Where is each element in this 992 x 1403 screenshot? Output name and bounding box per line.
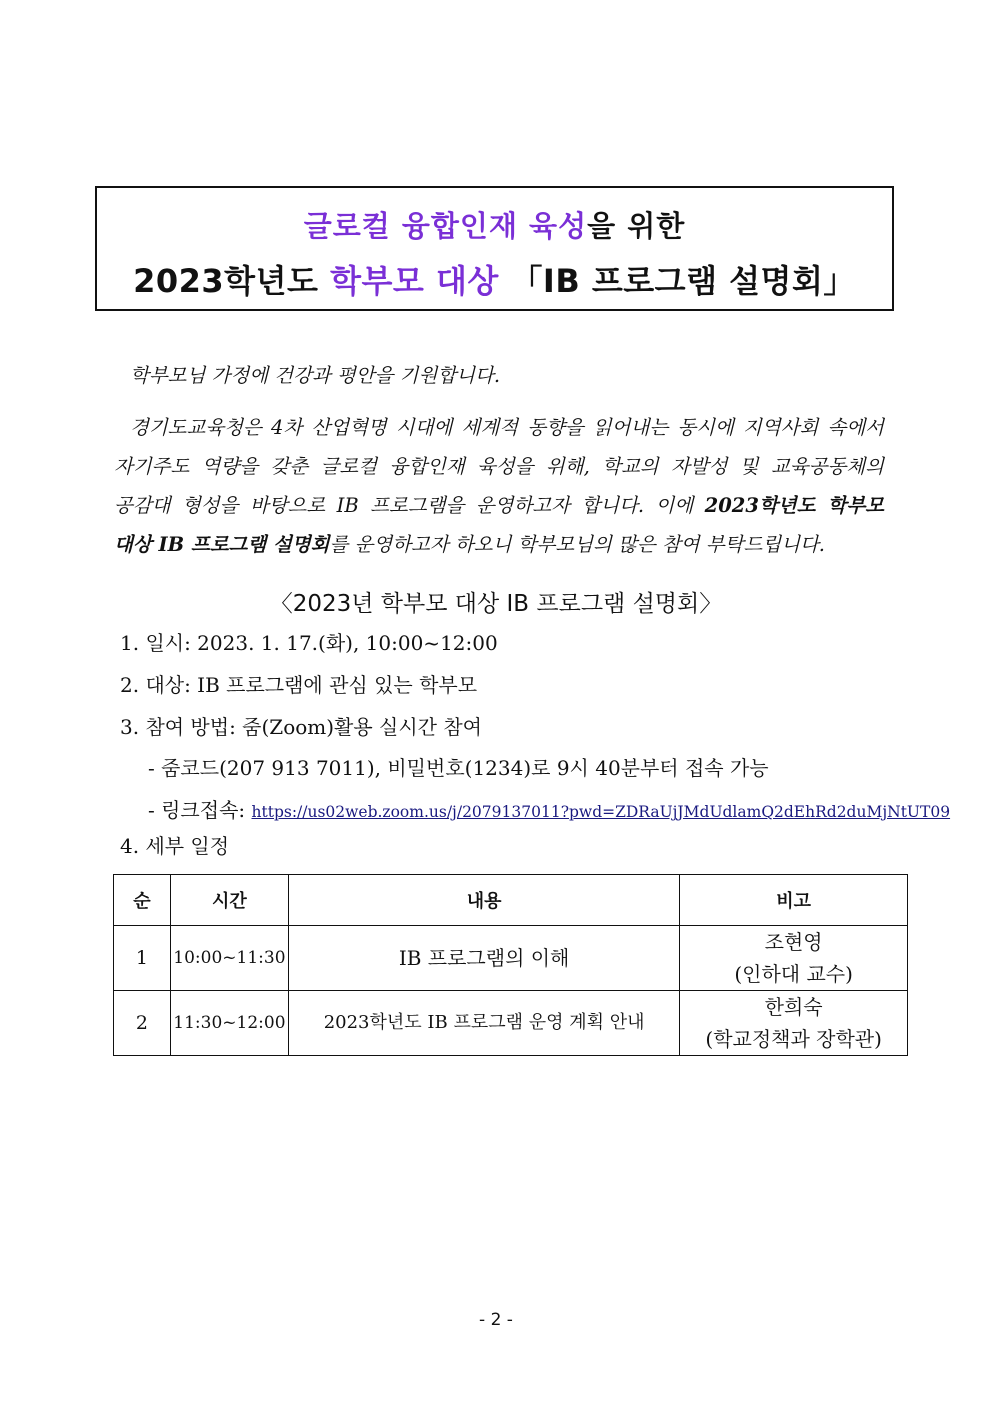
intro-line-3-bold: 2023학년도 학부모 [704, 494, 884, 517]
intro-line-1: 경기도교육청은 4차 산업혁명 시대에 세계적 동향을 읽어내는 동시에 지역사회 속에서 [130, 416, 884, 439]
row-time: 10:00~11:30 [170, 926, 288, 991]
intro-line-3 [114, 486, 884, 525]
note-role: (학교정책과 장학관) [705, 1027, 882, 1051]
header-note: 비고 [680, 875, 908, 926]
row-content: IB 프로그램의 이해 [288, 926, 679, 991]
section-title: 〈2023년 학부모 대상 IB 프로그램 설명회〉 [269, 591, 723, 617]
item-target: 2. 대상: IB 프로그램에 관심 있는 학부모 [120, 673, 478, 697]
title-year: 2023학년도 [133, 262, 331, 300]
title-line-2-rest: 「IB 프로그램 설명회」 [498, 262, 856, 300]
header-time: 시간 [170, 875, 288, 926]
note-name: 한희숙 [764, 995, 823, 1019]
row-note [680, 991, 908, 1056]
zoom-link[interactable]: https://us02web.zoom.us/j/2079137011?pwd=ZDRaUjJMdUdlamQ2dEhRd2duMjNtUT09 [251, 803, 951, 821]
header-no: 순 [114, 875, 171, 926]
intro-line-4 [114, 525, 884, 564]
title-box [95, 186, 894, 311]
intro-line-3-text: 공감대 형성을 바탕으로 IB 프로그램을 운영하고자 합니다. 이에 [114, 494, 705, 517]
table-header-row [114, 875, 908, 926]
row-no: 2 [114, 991, 171, 1056]
title-line-2 [97, 256, 892, 302]
schedule-table [113, 874, 908, 1056]
link-line [148, 794, 950, 823]
header-content: 내용 [288, 875, 679, 926]
item-date: 1. 일시: 2023. 1. 17.(화), 10:00~12:00 [120, 631, 498, 655]
link-label: - 링크접속: [148, 798, 252, 822]
row-note [680, 926, 908, 991]
intro-line-4-bold: 대상 IB 프로그램 설명회 [114, 533, 330, 556]
intro-paragraph [114, 408, 884, 564]
row-content: 2023학년도 IB 프로그램 운영 계획 안내 [288, 991, 679, 1056]
intro-line-4-text: 를 운영하고자 하오니 학부모님의 많은 참여 부탁드립니다. [329, 533, 825, 556]
title-line-1-rest: 을 위한 [587, 209, 686, 243]
row-no: 1 [114, 926, 171, 991]
title-highlight-2: 학부모 대상 [330, 262, 499, 300]
table-row [114, 991, 908, 1056]
item-method: 3. 참여 방법: 줌(Zoom)활용 실시간 참여 [120, 715, 482, 739]
table-row [114, 926, 908, 991]
greeting: 학부모님 가정에 건강과 평안을 기원합니다. [130, 364, 501, 387]
item-schedule: 4. 세부 일정 [120, 834, 230, 858]
intro-line-2: 자기주도 역량을 갖춘 글로컬 융합인재 육성을 위해, 학교의 자발성 및 교육공동체의 [114, 455, 884, 478]
note-name: 조현영 [764, 930, 823, 954]
note-role: (인하대 교수) [734, 962, 853, 986]
page-number: - 2 - [479, 1310, 513, 1330]
row-time: 11:30~12:00 [170, 991, 288, 1056]
zoom-code-line: - 줌코드(207 913 7011), 비밀번호(1234)로 9시 40분부터 접속 가능 [148, 756, 769, 780]
title-highlight-1: 글로컬 융합인재 육성 [303, 209, 588, 243]
title-line-1 [97, 204, 892, 245]
